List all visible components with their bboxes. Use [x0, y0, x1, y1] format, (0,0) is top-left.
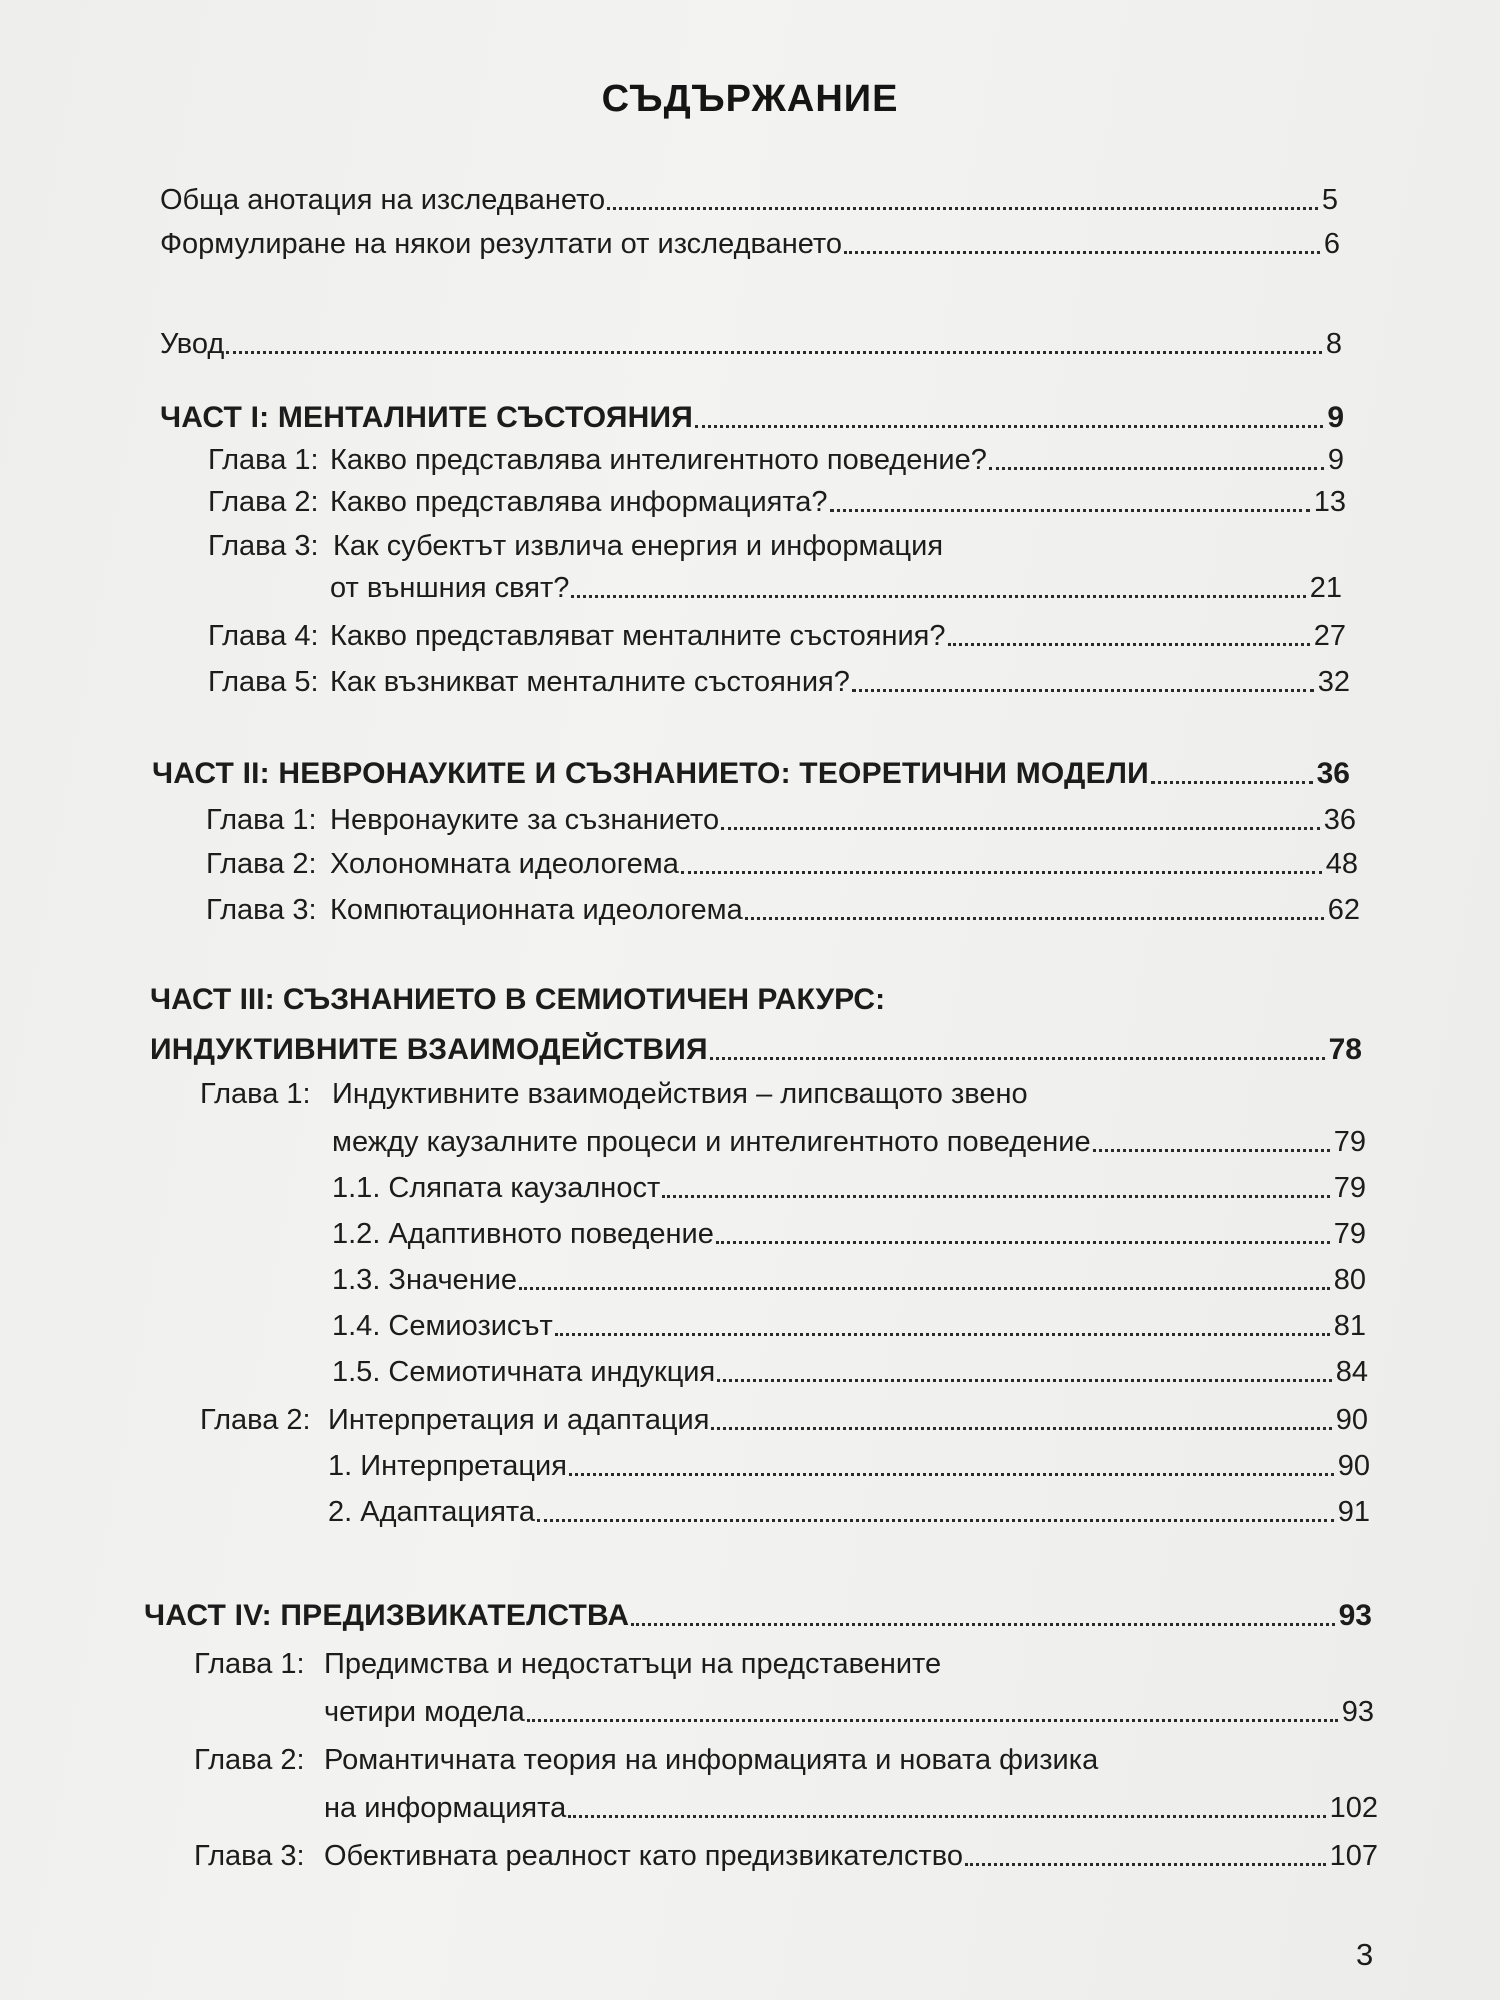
toc-section[interactable]: [332, 1166, 1366, 1206]
chapter-label-cont: от външния свят?: [330, 572, 570, 604]
toc-entry-annotation[interactable]: [160, 178, 1338, 218]
dot-leader: [527, 1719, 1338, 1722]
entry-label: Обща анотация на изследването: [160, 184, 606, 216]
chapter-page: 27: [1313, 620, 1346, 652]
dot-leader: [830, 509, 1310, 512]
section-label: 1.5. Семиотичната индукция: [332, 1356, 716, 1388]
page-title: СЪДЪРЖАНИЕ: [601, 78, 899, 120]
chapter-number: Глава 1:: [200, 1078, 311, 1110]
entry-label: Увод: [160, 328, 225, 360]
toc-chapter-first-line[interactable]: [194, 1646, 941, 1682]
chapter-page: 36: [1323, 804, 1356, 836]
section-page: 79: [1333, 1218, 1366, 1250]
section-label: 1.2. Адаптивното поведение: [332, 1218, 714, 1250]
chapter-page: 79: [1333, 1126, 1366, 1158]
dot-leader: [710, 1057, 1325, 1060]
toc-chapter-continuation[interactable]: [324, 1786, 1378, 1826]
toc-part-3-first-line[interactable]: [150, 982, 885, 1018]
toc-chapter-continuation[interactable]: [330, 566, 1342, 606]
chapter-label: Индуктивните взаимодействия – липсващото звено: [332, 1078, 1028, 1110]
toc-chapter-first-line[interactable]: [200, 1076, 1028, 1112]
dot-leader: [537, 1519, 1334, 1522]
chapter-number: Глава 2:: [194, 1744, 305, 1776]
toc-section[interactable]: [332, 1350, 1368, 1390]
section-page: 91: [1337, 1496, 1370, 1528]
toc-chapter[interactable]: [194, 1834, 1378, 1874]
chapter-label-cont: между каузалните процеси и интелигентното поведение: [332, 1126, 1091, 1158]
toc-chapter[interactable]: [208, 614, 1346, 654]
chapter-number: Глава 1:: [194, 1648, 305, 1680]
chapter-number: Глава 2:: [206, 848, 317, 880]
dot-leader: [1093, 1149, 1330, 1152]
chapter-page: 62: [1327, 894, 1360, 926]
dot-leader: [717, 1379, 1332, 1382]
dot-leader: [226, 351, 1322, 354]
chapter-label: Компютационната идеологема: [330, 894, 743, 926]
chapter-number: Глава 3:: [208, 530, 319, 562]
chapter-label-cont: четири модела: [324, 1696, 525, 1728]
toc-part-2[interactable]: [152, 752, 1350, 792]
chapter-page: 13: [1313, 486, 1346, 518]
chapter-page: 48: [1325, 848, 1358, 880]
dot-leader: [631, 1623, 1334, 1626]
toc-section[interactable]: [332, 1258, 1366, 1298]
toc-part-1[interactable]: [160, 396, 1344, 436]
dot-leader: [662, 1195, 1330, 1198]
toc-part-4[interactable]: [144, 1594, 1372, 1634]
section-label: 1. Интерпретация: [328, 1450, 567, 1482]
section-page: 81: [1333, 1310, 1366, 1342]
chapter-label-cont: на информацията: [324, 1792, 567, 1824]
part-page: 36: [1316, 757, 1350, 790]
section-label: 1.4. Семиозисът: [332, 1310, 553, 1342]
dot-leader: [569, 1473, 1334, 1476]
chapter-label: Интерпретация и адаптация: [328, 1404, 710, 1436]
section-page: 90: [1337, 1450, 1370, 1482]
section-page: 80: [1333, 1264, 1366, 1296]
dot-leader: [948, 643, 1310, 646]
dot-leader: [989, 467, 1324, 470]
part-page: 78: [1328, 1033, 1362, 1066]
dot-leader: [965, 1863, 1326, 1866]
chapter-label: Какво представляват менталните състояния?: [330, 620, 946, 652]
chapter-page: 9: [1327, 444, 1344, 476]
chapter-number: Глава 3:: [206, 894, 317, 926]
toc-chapter[interactable]: [200, 1398, 1368, 1438]
chapter-page: 32: [1317, 666, 1350, 698]
chapter-label: Невронауките за съзнанието: [330, 804, 720, 836]
chapter-number: Глава 1:: [206, 804, 317, 836]
dot-leader: [852, 689, 1314, 692]
dot-leader: [711, 1427, 1331, 1430]
section-label: 1.1. Сляпата каузалност: [332, 1172, 661, 1204]
toc-section[interactable]: [332, 1304, 1366, 1344]
chapter-number: Глава 4:: [208, 620, 319, 652]
toc-chapter[interactable]: [208, 660, 1350, 700]
chapter-label: Обективната реалност като предизвикателство: [324, 1840, 963, 1872]
entry-page: 6: [1323, 228, 1340, 260]
toc-entry-results[interactable]: [160, 222, 1340, 262]
chapter-label: Как възникват менталните състояния?: [330, 666, 850, 698]
toc-chapter-continuation[interactable]: [324, 1690, 1374, 1730]
toc-chapter[interactable]: [208, 438, 1344, 478]
dot-leader: [555, 1333, 1330, 1336]
section-page: 79: [1333, 1172, 1366, 1204]
toc-chapter[interactable]: [206, 888, 1360, 928]
dot-leader: [695, 425, 1323, 428]
chapter-number: Глава 5:: [208, 666, 319, 698]
chapter-page: 21: [1309, 572, 1342, 604]
chapter-page: 102: [1329, 1792, 1378, 1824]
chapter-label: Какво представлява информацията?: [330, 486, 828, 518]
dot-leader: [1151, 781, 1313, 784]
dot-leader: [571, 595, 1305, 598]
dot-leader: [844, 251, 1320, 254]
chapter-number: Глава 1:: [208, 444, 319, 476]
toc-entry-introduction[interactable]: [160, 322, 1342, 362]
part-label: ЧАСТ II: НЕВРОНАУКИТЕ И СЪЗНАНИЕТО: ТЕОРЕТИЧНИ МОДЕЛИ: [152, 757, 1149, 790]
part-page: 9: [1327, 401, 1344, 434]
part-page: 93: [1338, 1599, 1372, 1632]
dot-leader: [607, 207, 1318, 210]
toc-chapter[interactable]: [206, 798, 1356, 838]
chapter-number: Глава 3:: [194, 1840, 305, 1872]
dot-leader: [716, 1241, 1330, 1244]
toc-chapter-first-line[interactable]: [208, 528, 943, 564]
toc-chapter[interactable]: [208, 480, 1346, 520]
entry-label: Формулиране на някои резултати от изследването: [160, 228, 842, 260]
chapter-label: Романтичната теория на информацията и новата физика: [324, 1744, 1099, 1776]
part-label: ЧАСТ IV: ПРЕДИЗВИКАТЕЛСТВА: [144, 1599, 630, 1632]
dot-leader: [681, 871, 1322, 874]
part-label: ЧАСТ III: СЪЗНАНИЕТО В СЕМИОТИЧЕН РАКУРС:: [150, 983, 886, 1016]
entry-page: 5: [1321, 184, 1338, 216]
chapter-label: Предимства и недостатъци на представените: [324, 1648, 942, 1680]
toc-section[interactable]: [328, 1490, 1370, 1530]
section-label: 2. Адаптацията: [328, 1496, 536, 1528]
section-label: 1.3. Значение: [332, 1264, 518, 1296]
toc-chapter-continuation[interactable]: [332, 1120, 1366, 1160]
part-label-cont: ИНДУКТИВНИТЕ ВЗАИМОДЕЙСТВИЯ: [150, 1033, 708, 1066]
toc-chapter-first-line[interactable]: [194, 1742, 1098, 1778]
chapter-label: Холономната идеологема: [330, 848, 679, 880]
page-number: 3: [1356, 1937, 1374, 1972]
chapter-number: Глава 2:: [208, 486, 319, 518]
chapter-page: 107: [1329, 1840, 1378, 1872]
section-page: 84: [1335, 1356, 1368, 1388]
chapter-label: Какво представлява интелигентното поведение?: [330, 444, 987, 476]
chapter-page: 90: [1335, 1404, 1368, 1436]
chapter-number: Глава 2:: [200, 1404, 311, 1436]
dot-leader: [568, 1815, 1325, 1818]
chapter-label: Как субектът извлича енергия и информация: [333, 530, 944, 562]
dot-leader: [519, 1287, 1330, 1290]
entry-page: 8: [1325, 328, 1342, 360]
dot-leader: [721, 827, 1320, 830]
toc-section[interactable]: [328, 1444, 1370, 1484]
part-label: ЧАСТ I: МЕНТАЛНИТЕ СЪСТОЯНИЯ: [160, 401, 694, 434]
toc-part-3-continuation[interactable]: [150, 1028, 1362, 1068]
toc-chapter[interactable]: [206, 842, 1358, 882]
dot-leader: [745, 917, 1324, 920]
toc-section[interactable]: [332, 1212, 1366, 1252]
chapter-page: 93: [1341, 1696, 1374, 1728]
